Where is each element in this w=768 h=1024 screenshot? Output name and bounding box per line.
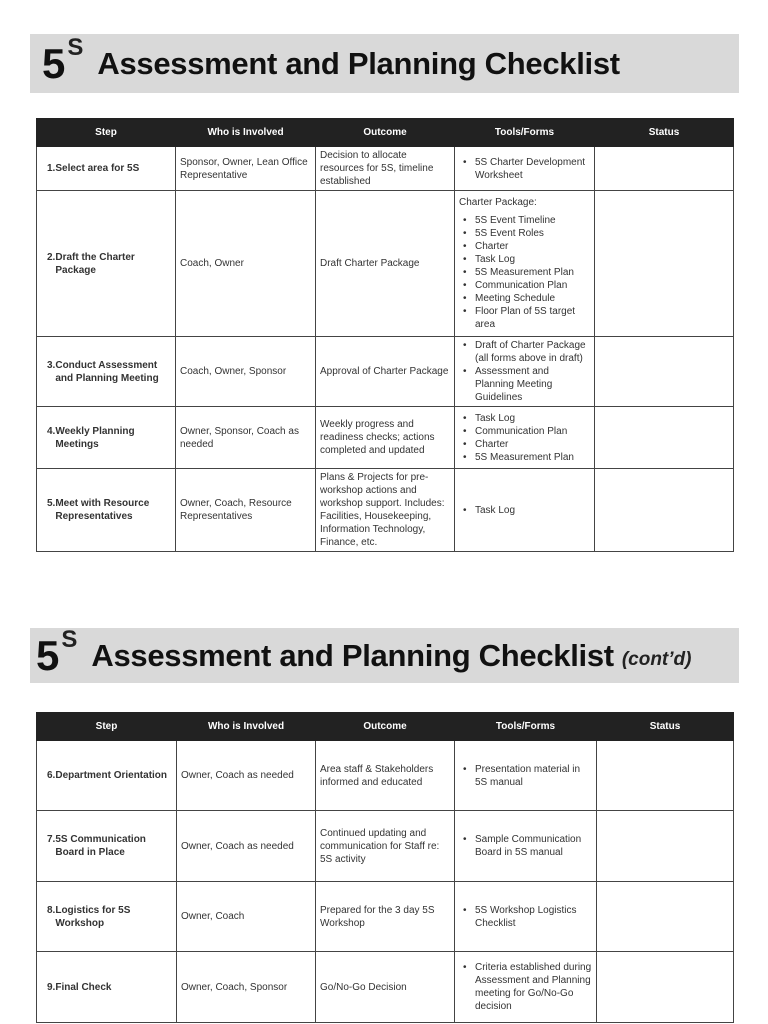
tools-list-item: • 5S Event Roles xyxy=(463,227,590,240)
outcome-cell: Area staff & Stakeholders informed and educated xyxy=(316,741,455,811)
header-step: Step xyxy=(37,119,176,147)
who-cell: Owner, Coach as needed xyxy=(177,811,316,882)
tools-list-item: • Criteria established during Assessment and Planning meeting for Go/No-Go decision xyxy=(463,961,592,1013)
step-cell xyxy=(37,469,176,552)
status-cell[interactable] xyxy=(595,407,734,469)
title-number: 5 xyxy=(36,631,60,679)
header-step: Step xyxy=(37,713,177,741)
step-content xyxy=(41,769,172,782)
step-number: 2. xyxy=(47,251,56,263)
step-cell xyxy=(37,741,177,811)
who-cell: Owner, Coach xyxy=(177,882,316,952)
who-cell: Owner, Coach, Resource Representatives xyxy=(176,469,316,552)
page-title-2 xyxy=(30,625,739,683)
tools-list-item: • Sample Communication Board in 5S manual xyxy=(463,833,592,859)
table-row xyxy=(37,191,734,337)
table-row xyxy=(37,337,734,407)
title-text: Assessment and Planning Checklist xyxy=(97,45,620,81)
step-content xyxy=(41,359,171,385)
table-row xyxy=(37,147,734,191)
tools-list xyxy=(459,214,590,331)
status-cell[interactable] xyxy=(597,952,734,1023)
title-number: 5 xyxy=(42,39,66,87)
status-cell[interactable] xyxy=(597,811,734,882)
tools-list xyxy=(459,904,592,930)
tools-list-item: • 5S Charter Development Worksheet xyxy=(463,156,590,182)
step-cell xyxy=(37,952,177,1023)
outcome-cell: Continued updating and communication for Staff re: 5S activity xyxy=(316,811,455,882)
tools-list-item: • 5S Measurement Plan xyxy=(463,451,590,464)
outcome-cell: Plans & Projects for pre-workshop actions and workshop support. Includes: Facilities, Housekeeping, Information Technology, Finance, etc. xyxy=(316,469,455,552)
outcome-cell: Prepared for the 3 day 5S Workshop xyxy=(316,882,455,952)
checklist-table-1 xyxy=(36,118,734,552)
tools-cell xyxy=(455,952,597,1023)
tools-list-item: • Meeting Schedule xyxy=(463,292,590,305)
who-cell: Sponsor, Owner, Lean Office Representative xyxy=(176,147,316,191)
tools-list-item: • Communication Plan xyxy=(463,425,590,438)
outcome-cell: Go/No-Go Decision xyxy=(316,952,455,1023)
step-label: Conduct Assessment and Planning Meeting xyxy=(55,359,159,384)
title-superscript: S xyxy=(67,33,84,61)
tools-cell xyxy=(455,882,597,952)
tools-list xyxy=(459,412,590,464)
step-cell xyxy=(37,191,176,337)
step-number: 3. xyxy=(47,359,56,371)
status-cell[interactable] xyxy=(595,469,734,552)
tools-list-item: • 5S Measurement Plan xyxy=(463,266,590,279)
step-content xyxy=(41,497,171,523)
outcome-cell: Draft Charter Package xyxy=(316,191,455,337)
tools-list-item: • 5S Workshop Logistics Checklist xyxy=(463,904,592,930)
status-cell[interactable] xyxy=(595,337,734,407)
title-contd: (cont’d) xyxy=(621,648,692,670)
tools-list-item: • Draft of Charter Package (all forms above in draft) xyxy=(463,339,590,365)
header-outcome: Outcome xyxy=(316,119,455,147)
step-content xyxy=(41,981,172,994)
step-number: 7. xyxy=(47,834,56,845)
tools-list-item: • Floor Plan of 5S target area xyxy=(463,305,590,331)
header-tools: Tools/Forms xyxy=(455,119,595,147)
tools-cell xyxy=(455,191,595,337)
step-label: Department Orientation xyxy=(55,770,168,781)
tools-list xyxy=(459,833,592,859)
tools-list-item: • Presentation material in 5S manual xyxy=(463,763,592,789)
header-status: Status xyxy=(597,713,734,741)
tools-list xyxy=(459,504,590,517)
outcome-cell: Approval of Charter Package xyxy=(316,337,455,407)
tools-list xyxy=(459,156,590,182)
step-number: 9. xyxy=(47,981,56,993)
table-row xyxy=(37,952,734,1023)
status-cell[interactable] xyxy=(597,882,734,952)
table-header-row xyxy=(37,713,734,741)
who-cell: Owner, Sponsor, Coach as needed xyxy=(176,407,316,469)
step-number: 1. xyxy=(47,163,56,174)
step-cell xyxy=(37,882,177,952)
step-cell xyxy=(37,147,176,191)
step-label: Draft the Charter Package xyxy=(55,251,135,276)
tools-cell xyxy=(455,407,595,469)
step-label: 5S Communication Board in Place xyxy=(55,834,146,858)
page-title-1 xyxy=(30,34,739,93)
tools-cell xyxy=(455,147,595,191)
tools-cell xyxy=(455,337,595,407)
step-label: Weekly Planning Meetings xyxy=(55,425,135,450)
step-content xyxy=(41,251,171,277)
tools-cell xyxy=(455,469,595,552)
tools-list-item: • 5S Event Timeline xyxy=(463,214,590,227)
step-label: Select area for 5S xyxy=(55,163,140,174)
step-cell xyxy=(37,811,177,882)
tools-list-item: • Communication Plan xyxy=(463,279,590,292)
tools-list xyxy=(459,339,590,404)
who-cell: Coach, Owner xyxy=(176,191,316,337)
who-cell: Owner, Coach as needed xyxy=(177,741,316,811)
tools-cell xyxy=(455,741,597,811)
step-cell xyxy=(37,407,176,469)
header-status: Status xyxy=(595,119,734,147)
status-cell[interactable] xyxy=(595,191,734,337)
step-content xyxy=(41,162,171,175)
header-outcome: Outcome xyxy=(316,713,455,741)
step-content xyxy=(41,425,171,451)
step-content xyxy=(41,833,172,859)
header-who: Who is Involved xyxy=(177,713,316,741)
tools-list-item: • Charter xyxy=(463,438,590,451)
table-row xyxy=(37,811,734,882)
tools-list xyxy=(459,961,592,1013)
tools-cell xyxy=(455,811,597,882)
tools-heading: Charter Package: xyxy=(459,197,537,208)
header-who: Who is Involved xyxy=(176,119,316,147)
who-cell: Coach, Owner, Sponsor xyxy=(176,337,316,407)
tools-list-item: • Task Log xyxy=(463,253,590,266)
step-number: 8. xyxy=(47,904,56,916)
step-label: Final Check xyxy=(55,981,112,993)
title-superscript: S xyxy=(61,625,78,653)
status-cell[interactable] xyxy=(597,741,734,811)
title-text: Assessment and Planning Checklist xyxy=(91,637,614,673)
tools-list xyxy=(459,763,592,789)
step-label: Logistics for 5S Workshop xyxy=(55,904,131,929)
table-row xyxy=(37,407,734,469)
table-row xyxy=(37,882,734,952)
step-number: 4. xyxy=(47,425,56,437)
step-label: Meet with Resource Representatives xyxy=(55,498,150,522)
outcome-cell: Decision to allocate resources for 5S, timeline established xyxy=(316,147,455,191)
tools-list-item: • Charter xyxy=(463,240,590,253)
step-content xyxy=(41,904,172,930)
who-cell: Owner, Coach, Sponsor xyxy=(177,952,316,1023)
step-number: 5. xyxy=(47,498,56,509)
tools-list-item: • Assessment and Planning Meeting Guidelines xyxy=(463,365,590,404)
table-row xyxy=(37,741,734,811)
status-cell[interactable] xyxy=(595,147,734,191)
header-tools: Tools/Forms xyxy=(455,713,597,741)
tools-list-item: • Task Log xyxy=(463,412,590,425)
outcome-cell: Weekly progress and readiness checks; actions completed and updated xyxy=(316,407,455,469)
step-number: 6. xyxy=(47,770,56,781)
table-header-row xyxy=(37,119,734,147)
checklist-table-2 xyxy=(36,712,734,1023)
table-row xyxy=(37,469,734,552)
step-cell xyxy=(37,337,176,407)
tools-list-item: • Task Log xyxy=(463,504,590,517)
